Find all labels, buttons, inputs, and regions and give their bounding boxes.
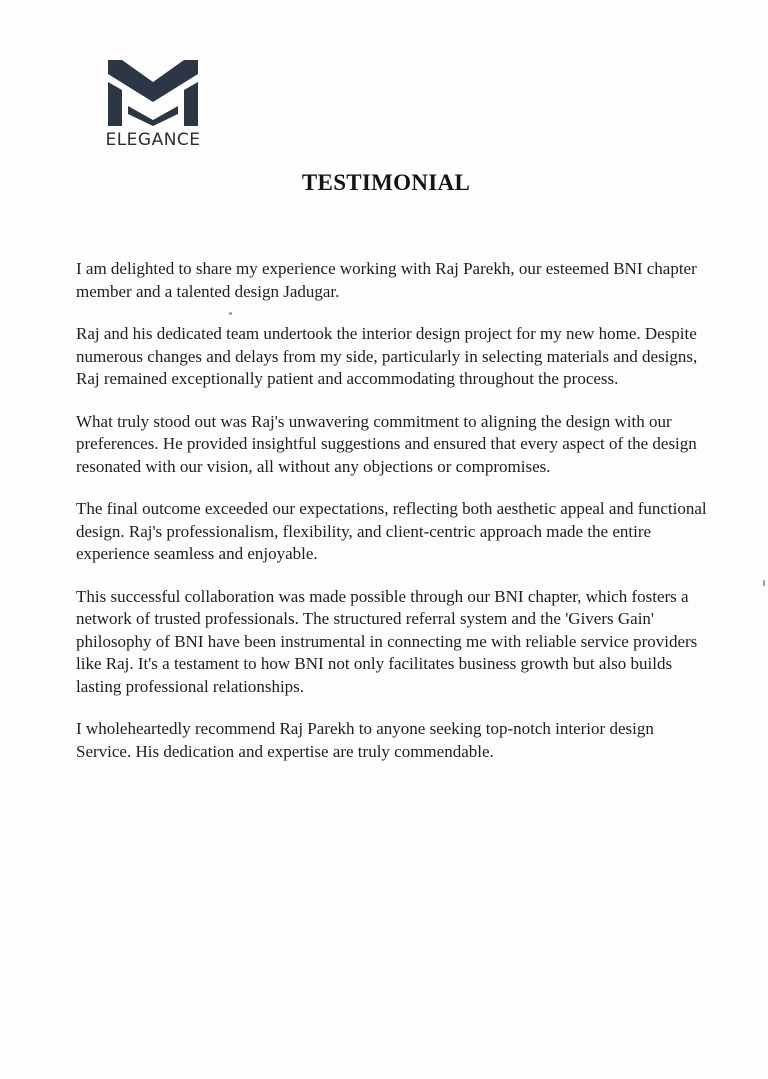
scan-speck (763, 580, 765, 586)
scan-speck (229, 312, 232, 315)
elegance-logo-icon (108, 60, 198, 126)
company-logo (88, 60, 218, 152)
paragraph-recommendation: I wholeheartedly recommend Raj Parekh to anyone seeking top-notch interior design Service. His dedication and expertise are truly commendable. (76, 719, 654, 761)
paragraph-intro: I am delighted to share my experience working with Raj Parekh, our esteemed BNI chapter member and a talented design Jadugar. (76, 259, 697, 301)
page-title: TESTIMONIAL (301, 170, 471, 195)
paragraph-collaboration: This successful collaboration was made possible through our BNI chapter, which fosters a network of trusted professionals. The structured referral system and the 'Givers Gain' philosophy of BNI have been instrumental in connecting me with reliable service providers like Raj. It's a testament to how BNI not only facilitates business growth but also builds lasting professional relationships. (76, 586, 698, 696)
paragraph-project: Raj and his dedicated team undertook the interior design project for my new home. Despite numerous changes and delays from my side, particularly in selecting materials and designs, Raj remained exceptionally patient and accommodating throughout the process. (76, 324, 698, 388)
paragraph-outcome: The final outcome exceeded our expectations, reflecting both aesthetic appeal and functional design. Raj's professionalism, flexibility, and client-centric approach made the entire experience seamless and enjoyable. (76, 499, 707, 563)
logo-wordmark: ELEGANCE (105, 130, 201, 150)
paragraph-commitment: What truly stood out was Raj's unwavering commitment to aligning the design with our preferences. He provided insightful suggestions and ensured that every aspect of the design resonated with our vision, all without any objections or compromises. (76, 411, 697, 476)
testimonial-body (76, 258, 712, 783)
